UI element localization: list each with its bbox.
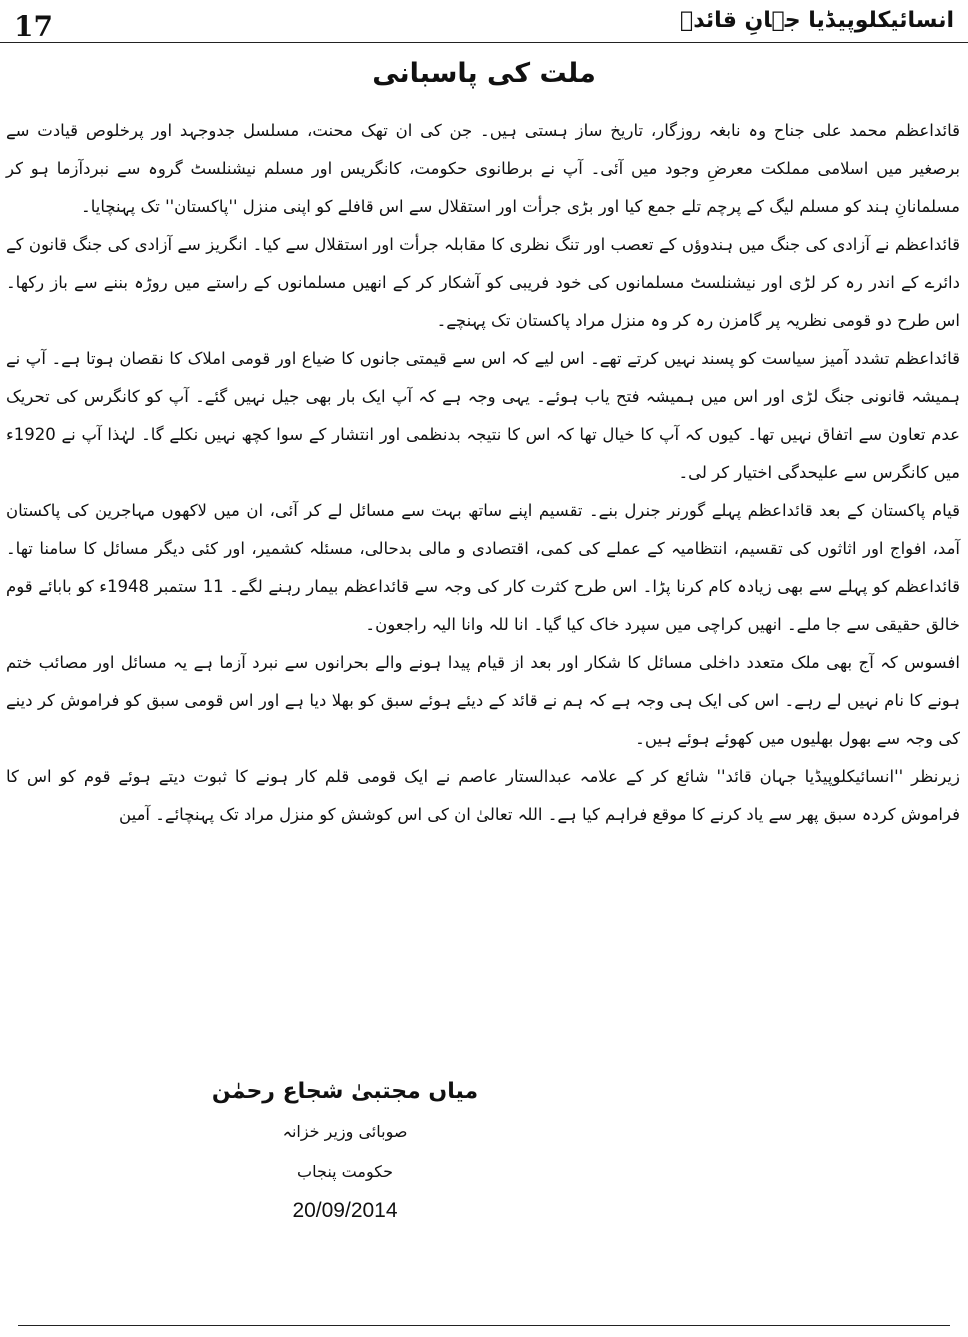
paragraph-1: قائداعظم محمد علی جناح وہ نابغہ روزگار، تاریخ ساز ہستی ہیں۔ جن کی ان تھک محنت، مسلسل جدوجہد اور پرخلوص قیادت سے برصغیر میں اسلامی مملکت معرضِ وجود میں آئی۔ آپ نے برطانوی حکومت، کانگریس اور مسلم نیشنلسٹ گروہ سے نبردآزما ہو کر مسلمانانِ ہند کو مسلم لیگ کے پرچم تلے جمع کیا اور بڑی جرأت اور استقلال سے اس قافلے کو اپنی منزل ''پاکستان'' تک پہنچایا۔ [6,121,960,216]
paragraph-2: قائداعظم نے آزادی کی جنگ میں ہندوؤں کے تعصب اور تنگ نظری کا مقابلہ جرأت اور استقلال سے کیا۔ انگریز سے آزادی کی جنگ قانون کے دائرے کے اندر رہ کر لڑی اور نیشنلسٹ مسلمانوں کی خود فریبی کو آشکار کر کے انھیں مسلمانوں کے راستے میں روڑہ بننے سے باز رکھا۔ اس طرح دو قومی نظریہ پر گامزن رہ کر وہ منزل مراد پاکستان تک پہنچے۔ [6,235,960,330]
paragraph-4: قیام پاکستان کے بعد قائداعظم پہلے گورنر جنرل بنے۔ تقسیم اپنے ساتھ بہت سے مسائل لے کر آئی، ان میں لاکھوں مہاجرین کی پاکستان آمد، افواج اور اثاثوں کی تقسیم، انتظامیہ کے عملے کی کمی، اقتصادی و مالی بدحالی، مسئلہ کشمیر، اور کئی دیگر مسائل کا سامنا تھا۔ قائداعظم کو پہلے سے بھی زیادہ کام کرنا پڑا۔ اس طرح کثرت کار کی وجہ سے قائداعظم بیمار رہنے لگے۔ 11 ستمبر 1948ء کو بابائے قوم خالق حقیقی سے جا ملے۔ انھیں کراچی میں سپرد خاک کیا گیا۔ انا للہ وانا الیہ راجعون۔ [6,501,961,634]
page-header [0,0,968,48]
signatory-government: حکومت پنجاب [297,1162,393,1181]
paragraph-5: افسوس کہ آج بھی ملک متعدد داخلی مسائل کا شکار اور بعد از قیام پیدا ہونے والے بحرانوں سے نبرد آزما ہے یہ مسائل اور مصائب ختم ہونے کا نام نہیں لے رہے۔ اس کی ایک ہی وجہ ہے کہ ہم نے قائد کے دیئے ہوئے سبق کو بھلا دیا ہے اور اس قومی سبق کو فراموش کر دینے کی وجہ سے بھول بھلیوں میں کھوئے ہوئے ہیں۔ [6,653,960,748]
article-title: ملت کی پاسبانی [372,58,596,89]
signatory-designation: صوبائی وزیر خزانہ [282,1122,408,1141]
signature-block [200,1072,490,1226]
header-divider [0,42,968,43]
article-body [6,112,960,834]
page-number: 17 [14,10,53,43]
signatory-name: میاں مجتبیٰ شجاع رحمٰن [211,1079,479,1104]
signature-date: 20/09/2014 [292,1199,398,1222]
footer-divider [18,1325,950,1326]
paragraph-3: قائداعظم تشدد آمیز سیاست کو پسند نہیں کرتے تھے۔ اس لیے کہ اس سے قیمتی جانوں کا ضیاع اور قومی املاک کا نقصان ہوتا ہے۔ آپ نے ہمیشہ قانونی جنگ لڑی اور اس میں ہمیشہ فتح یاب ہوئے۔ یہی وجہ ہے کہ آپ ایک بار بھی جیل نہیں گئے۔ آپ کو کانگرس کی تحریک عدم تعاون سے اتفاق نہیں تھا۔ کیوں کہ آپ کا خیال تھا کہ اس کا نتیجہ بدنظمی اور انتشار کے سوا کچھ نہیں نکلے گا۔ لہٰذا آپ نے 1920ء میں کانگرس سے علیحدگی اختیار کر لی۔ [6,349,960,482]
paragraph-6: زیرنظر ''انسائیکلوپیڈیا جہان قائد'' شائع کر کے علامہ عبدالستار عاصم نے ایک قومی قلم کار ہونے کا ثبوت دیتے ہوئے قوم کو اس کا فراموش کردہ سبق پھر سے یاد کرنے کا موقع فراہم کیا ہے۔ اللہ تعالیٰ ان کی اس کوشش کو منزل مراد تک پہنچائے۔ آمین [6,767,960,824]
running-title: انسائیکلوپیڈیا جہانِ قائدؒ [680,8,954,33]
